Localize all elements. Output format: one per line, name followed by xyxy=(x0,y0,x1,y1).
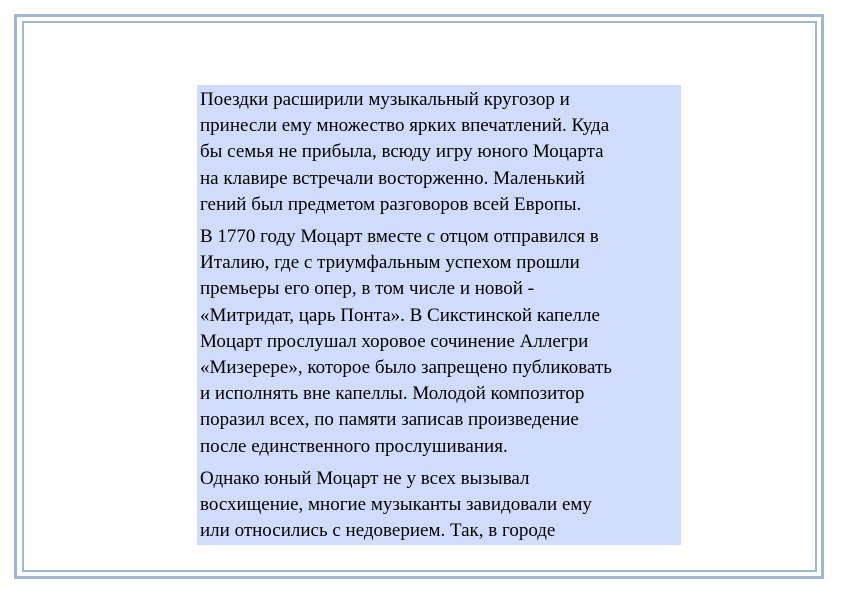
text-box[interactable] xyxy=(197,85,681,545)
paragraph-envy: Однако юный Моцарт не у всех вызывал восхищение, многие музыканты завидовали ему или относились с недоверием. Так, в городе xyxy=(200,467,592,542)
paragraph-italy: В 1770 году Моцарт вместе с отцом отправился в Италию, где с триумфальным успехом прошли премьеры его опер, в том числе и новой - «Митридат, царь Понта». В Сикстинской капелле Моцарт прослушал хоровое сочинение Аллегри «Мизерере», которое было запрещено публиковать и исполнять вне капеллы. Молодой композитор поразил всех, по памяти записав произведение после единственного прослушивания. xyxy=(200,226,612,457)
paragraph-travels: Поездки расширили музыкальный кругозор и принесли ему множество ярких впечатлений. Куда бы семья не прибыла, всюду игру юного Моцарта на клавире встречали восторженно. Маленький гений был предметом разговоров всей Европы. xyxy=(200,89,610,215)
